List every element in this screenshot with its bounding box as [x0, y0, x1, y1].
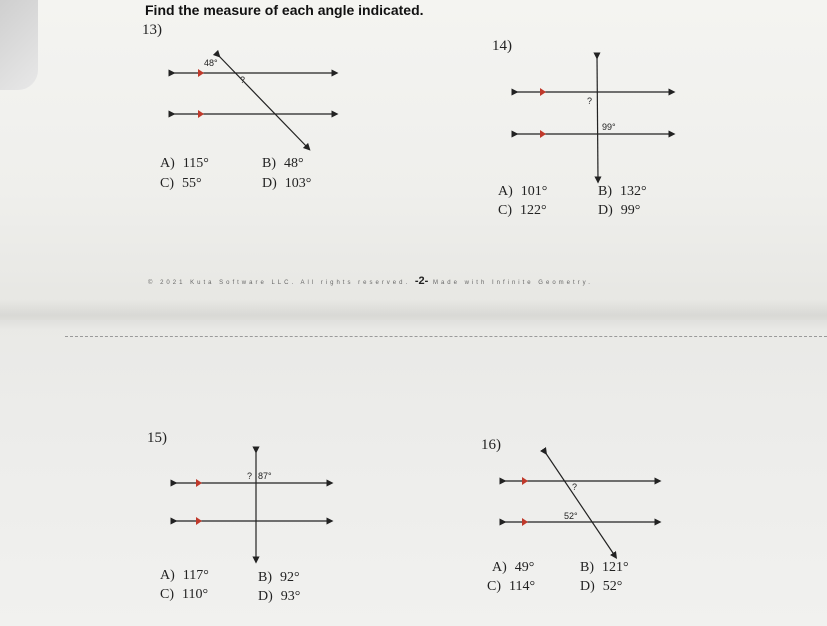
unknown-angle-label: ? — [240, 75, 246, 85]
footer-copyright: © 2021 Kuta Software LLC. All rights reserved. — [148, 280, 411, 286]
given-angle-label: 99° — [602, 122, 616, 132]
choice-14-c[interactable]: C) 122° — [498, 203, 547, 218]
choice-14-d[interactable]: D) 99° — [598, 203, 641, 218]
choice-15-a[interactable]: A) 117° — [160, 568, 209, 583]
choice-14-a[interactable]: A) 101° — [498, 184, 548, 199]
given-angle-label: 87° — [258, 471, 272, 481]
problem-16-number: 16) — [481, 437, 501, 453]
transversal — [218, 55, 308, 148]
page-divider — [65, 336, 827, 337]
unknown-angle-label: ? — [587, 96, 593, 106]
choice-13-c[interactable]: C) 55° — [160, 176, 202, 191]
unknown-angle-label: ? — [572, 482, 578, 492]
choice-14-b[interactable]: B) 132° — [598, 184, 647, 199]
choice-15-b[interactable]: B) 92° — [258, 570, 300, 585]
problem-15-figure — [172, 445, 337, 565]
page-number: -2- — [414, 275, 429, 287]
parallel-mark-bottom — [522, 518, 528, 526]
parallel-mark-top — [522, 477, 528, 485]
problem-14-number: 14) — [492, 38, 512, 54]
unknown-angle-label: ? — [247, 471, 253, 481]
parallel-mark-top — [196, 479, 202, 487]
paper-fold — [0, 300, 827, 330]
choice-13-a[interactable]: A) 115° — [160, 156, 209, 171]
given-angle-label: 52° — [564, 511, 578, 521]
copyright-footer — [148, 275, 593, 287]
parallel-mark-top — [540, 88, 546, 96]
choice-13-d[interactable]: D) 103° — [262, 176, 312, 191]
choice-16-d[interactable]: D) 52° — [580, 579, 623, 594]
problem-13-number: 13) — [142, 22, 162, 38]
choice-13-b[interactable]: B) 48° — [262, 156, 304, 171]
problem-14-figure — [510, 52, 680, 187]
problem-16-figure — [500, 448, 670, 563]
choice-15-c[interactable]: C) 110° — [160, 587, 209, 602]
worksheet-bottom-half — [0, 322, 827, 626]
parallel-mark-top — [198, 69, 204, 77]
choice-15-d[interactable]: D) 93° — [258, 589, 301, 604]
problem-15-number: 15) — [147, 430, 167, 446]
given-angle-label: 48° — [204, 58, 218, 68]
corner-sticker — [0, 0, 38, 90]
parallel-mark-bottom — [196, 517, 202, 525]
choice-16-a[interactable]: A) 49° — [492, 560, 535, 575]
parallel-mark-bottom — [540, 130, 546, 138]
transversal — [545, 452, 615, 556]
footer-made-with: Made with Infinite Geometry. — [432, 280, 593, 286]
parallel-mark-bottom — [198, 110, 204, 118]
transversal — [597, 56, 598, 180]
choice-16-c[interactable]: C) 114° — [487, 579, 536, 594]
problem-13-figure — [170, 50, 340, 160]
choice-16-b[interactable]: B) 121° — [580, 560, 629, 575]
instructions: Find the measure of each angle indicated. — [145, 2, 424, 18]
